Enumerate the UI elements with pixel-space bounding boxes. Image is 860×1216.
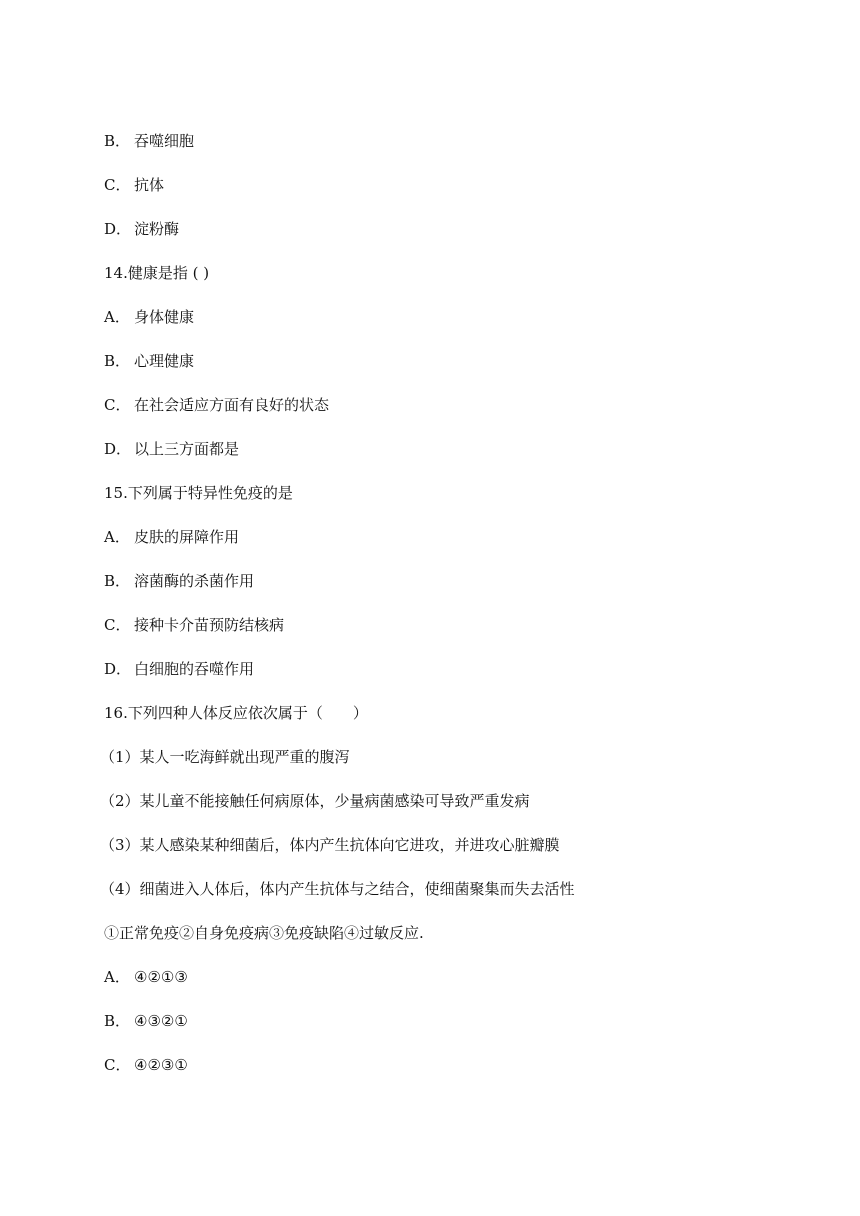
option-text: 接种卡介苗预防结核病 bbox=[134, 616, 285, 634]
option-14-a bbox=[104, 304, 824, 348]
option-text: 在社会适应方面有良好的状态 bbox=[134, 396, 330, 414]
question-16 bbox=[104, 700, 824, 744]
statement-16-2 bbox=[100, 788, 824, 832]
option-15-a bbox=[104, 524, 824, 568]
option-letter: C． bbox=[104, 396, 131, 414]
option-letter: B． bbox=[104, 132, 131, 150]
question-15 bbox=[104, 480, 824, 524]
statement-text: （4）细菌进入人体后，体内产生抗体与之结合，使细菌聚集而失去活性 bbox=[100, 880, 575, 898]
option-text: ④③②① bbox=[134, 1012, 188, 1030]
option-letter: B． bbox=[104, 572, 131, 590]
option-13-d bbox=[104, 216, 824, 260]
question-text: 14.健康是指 ( ) bbox=[104, 264, 210, 282]
option-text: 抗体 bbox=[134, 176, 165, 194]
option-letter: D． bbox=[104, 220, 132, 238]
question-14 bbox=[104, 260, 824, 304]
question-text: 16.下列四种人体反应依次属于（ ） bbox=[104, 704, 368, 722]
option-text: 皮肤的屏障作用 bbox=[134, 528, 240, 546]
option-15-b bbox=[104, 568, 824, 612]
statement-16-4 bbox=[100, 876, 824, 920]
option-14-c bbox=[104, 392, 824, 436]
option-letter: C． bbox=[104, 616, 131, 634]
option-text: 心理健康 bbox=[134, 352, 195, 370]
statement-16-3 bbox=[100, 832, 824, 876]
statement-text: （2）某儿童不能接触任何病原体，少量病菌感染可导致严重发病 bbox=[100, 792, 530, 810]
statement-text: （3）某人感染某种细菌后，体内产生抗体向它进攻，并进攻心脏瓣膜 bbox=[100, 836, 560, 854]
option-letter: D． bbox=[104, 660, 132, 678]
option-text: ④②③① bbox=[134, 1056, 188, 1074]
option-16-b bbox=[104, 1008, 824, 1052]
legend-16 bbox=[104, 920, 824, 964]
option-letter: B． bbox=[104, 352, 131, 370]
option-letter: D． bbox=[104, 440, 132, 458]
option-letter: C． bbox=[104, 1056, 131, 1074]
option-14-d bbox=[104, 436, 824, 480]
option-letter: C． bbox=[104, 176, 131, 194]
option-13-c bbox=[104, 172, 824, 216]
statement-text: （1）某人一吃海鲜就出现严重的腹泻 bbox=[100, 748, 350, 766]
option-text: 吞噬细胞 bbox=[134, 132, 195, 150]
option-15-c bbox=[104, 612, 824, 656]
option-text: 溶菌酶的杀菌作用 bbox=[134, 572, 255, 590]
option-letter: A． bbox=[104, 528, 130, 546]
option-letter: B． bbox=[104, 1012, 131, 1030]
question-text: 15.下列属于特异性免疫的是 bbox=[104, 484, 293, 502]
option-text: 身体健康 bbox=[134, 308, 195, 326]
option-letter: A． bbox=[104, 968, 130, 986]
option-14-b bbox=[104, 348, 824, 392]
option-16-c bbox=[104, 1052, 824, 1096]
option-text: 白细胞的吞噬作用 bbox=[134, 660, 255, 678]
option-text: ④②①③ bbox=[134, 968, 188, 986]
option-13-b bbox=[104, 128, 824, 172]
option-16-a bbox=[104, 964, 824, 1008]
option-letter: A． bbox=[104, 308, 130, 326]
question-list bbox=[100, 128, 824, 1096]
option-text: 淀粉酶 bbox=[134, 220, 180, 238]
legend-text: ①正常免疫②自身免疫病③免疫缺陷④过敏反应. bbox=[104, 924, 424, 942]
option-text: 以上三方面都是 bbox=[134, 440, 240, 458]
option-15-d bbox=[104, 656, 824, 700]
statement-16-1 bbox=[100, 744, 824, 788]
